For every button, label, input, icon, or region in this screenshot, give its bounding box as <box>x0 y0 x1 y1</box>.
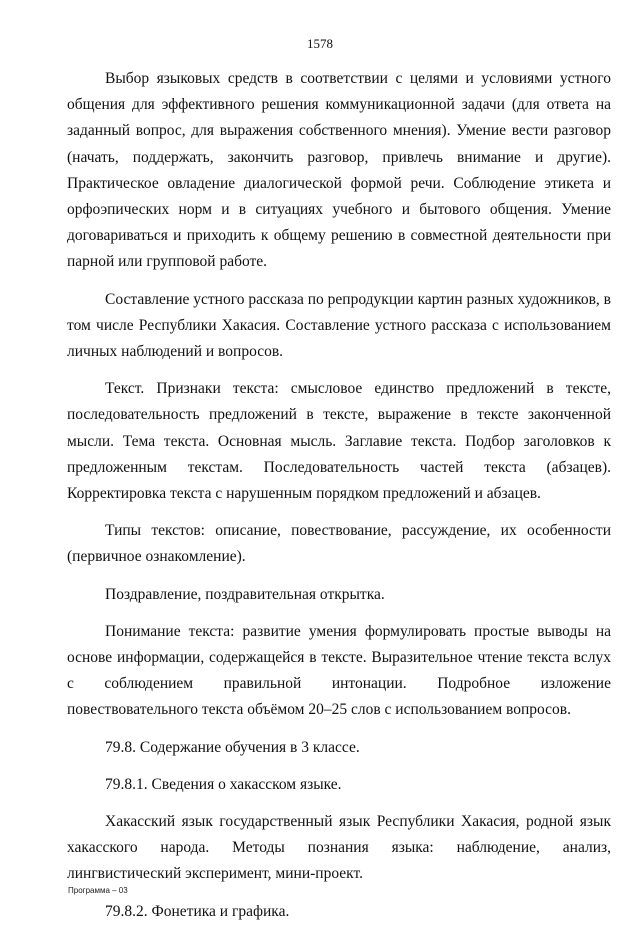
page-number: 1578 <box>307 36 333 51</box>
paragraph: Понимание текста: развитие умения формулировать простые выводы на основе информации, содержащейся в тексте. Выразительное чтение текста вслух с соблюдением правильной интонации. Подробное изложение повествовательного текста объёмом 20–25 слов с использованием вопросов. <box>67 622 611 719</box>
paragraph: Составление устного рассказа по репродукции картин разных художников, в том числе Республики Хакасия. Составление устного рассказа с использованием личных наблюдений и вопросов. <box>67 290 611 361</box>
paragraph: Выбор языковых средств в соответствии с целями и условиями устного общения для эффективного решения коммуникационной задачи (для ответа на заданный вопрос, для выражения собственного мнения). Умение вести разговор (начать, поддержать, закончить разговор, привлечь внимание и другие). Практическое овладение диалогической формой речи. Соблюдение этикета и орфоэпических норм и в ситуациях учебного и бытового общения. Умение договариваться и приходить к общему решению в совместной деятельности при парной или групповой работе. <box>67 70 611 271</box>
document-body <box>67 66 611 936</box>
paragraph: Поздравление, поздравительная открытка. <box>105 585 385 603</box>
paragraph: Хакасский язык государственный язык Республики Хакасия, родной язык хакасского народа. Методы познания языка: наблюдение, анализ, лингвистический эксперимент, мини-проект. <box>67 813 611 883</box>
section-heading: 79.8. Содержание обучения в 3 классе. <box>105 738 360 756</box>
paragraph: Типы текстов: описание, повествование, рассуждение, их особенности (первичное ознакомление). <box>67 522 611 566</box>
subsection-heading: 79.8.2. Фонетика и графика. <box>105 902 290 920</box>
paragraph: Текст. Признаки текста: смысловое единство предложений в тексте, последовательность предложений в тексте, выражение в тексте законченной мысли. Тема текста. Основная мысль. Заглавие текста. Подбор заголовков к предложенным текстам. Последовательность частей текста (абзацев). Корректировка текста с нарушенным порядком предложений и абзацев. <box>67 380 611 503</box>
footer-note: Программа – 03 <box>68 886 128 895</box>
subsection-heading: 79.8.1. Сведения о хакасском языке. <box>105 775 342 793</box>
